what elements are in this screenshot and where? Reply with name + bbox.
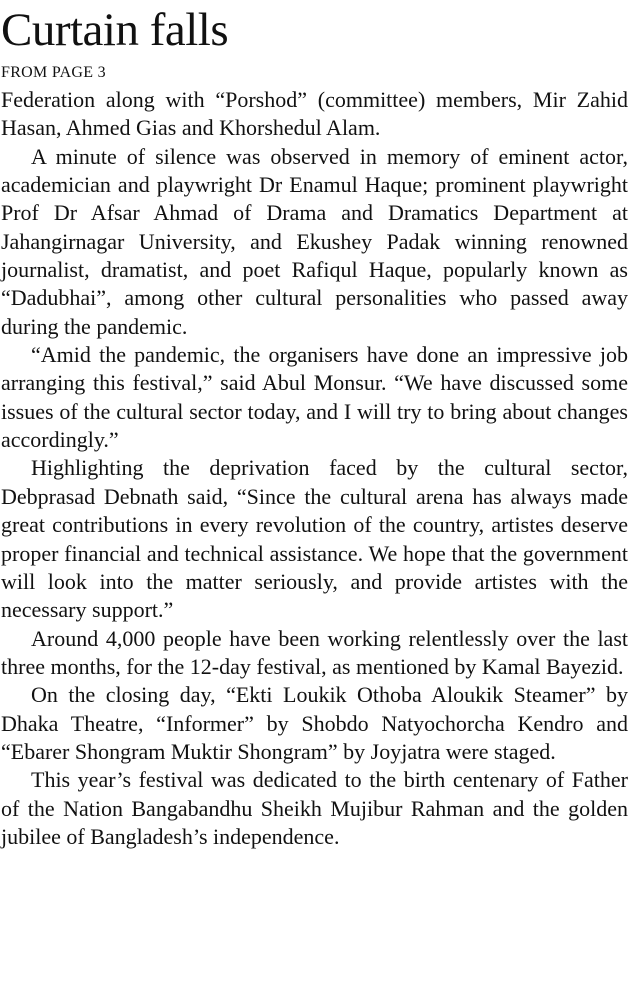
continued-from-label: FROM PAGE 3 (1, 64, 106, 81)
news-article (1, 0, 628, 851)
paragraph: This year’s festival was dedicated to the birth centenary of Father of the Nation Bangabandhu Sheikh Mujibur Rahman and the golden jubilee of Bangladesh’s independence. (1, 767, 628, 849)
headline: Curtain falls (1, 4, 229, 56)
article-body (1, 86, 628, 851)
paragraph: On the closing day, “Ekti Loukik Othoba Aloukik Steamer” by Dhaka Theatre, “Informer” by Shobdo Natyochorcha Kendro and “Ebarer Shongram Muktir Shongram” by Joyjatra were staged. (1, 682, 628, 764)
paragraph: A minute of silence was observed in memory of eminent actor, academician and playwright Dr Enamul Haque; prominent playwright Prof Dr Afsar Ahmad of Drama and Dramatics Department at Jahangirnagar University, and Ekushey Padak winning renowned journalist, dramatist, and poet Rafiqul Haque, popularly known as “Dadubhai”, among other cultural personalities who passed away during the pandemic. (1, 143, 628, 339)
paragraph: “Amid the pandemic, the organisers have done an impressive job arranging this festival,” said Abul Monsur. “We have discussed some issues of the cultural sector today, and I will try to bring about changes accordingly.” (1, 342, 628, 453)
paragraph: Around 4,000 people have been working relentlessly over the last three months, for the 12-day festival, as mentioned by Kamal Bayezid. (1, 625, 628, 679)
paragraph: Federation along with “Porshod” (committee) members, Mir Zahid Hasan, Ahmed Gias and Khorshedul Alam. (1, 87, 628, 141)
paragraph: Highlighting the deprivation faced by the cultural sector, Debprasad Debnath said, “Since the cultural arena has always made great contributions in every revolution of the country, artistes deserve proper financial and technical assistance. We hope that the government will look into the matter seriously, and provide artistes with the necessary support.” (1, 455, 628, 623)
